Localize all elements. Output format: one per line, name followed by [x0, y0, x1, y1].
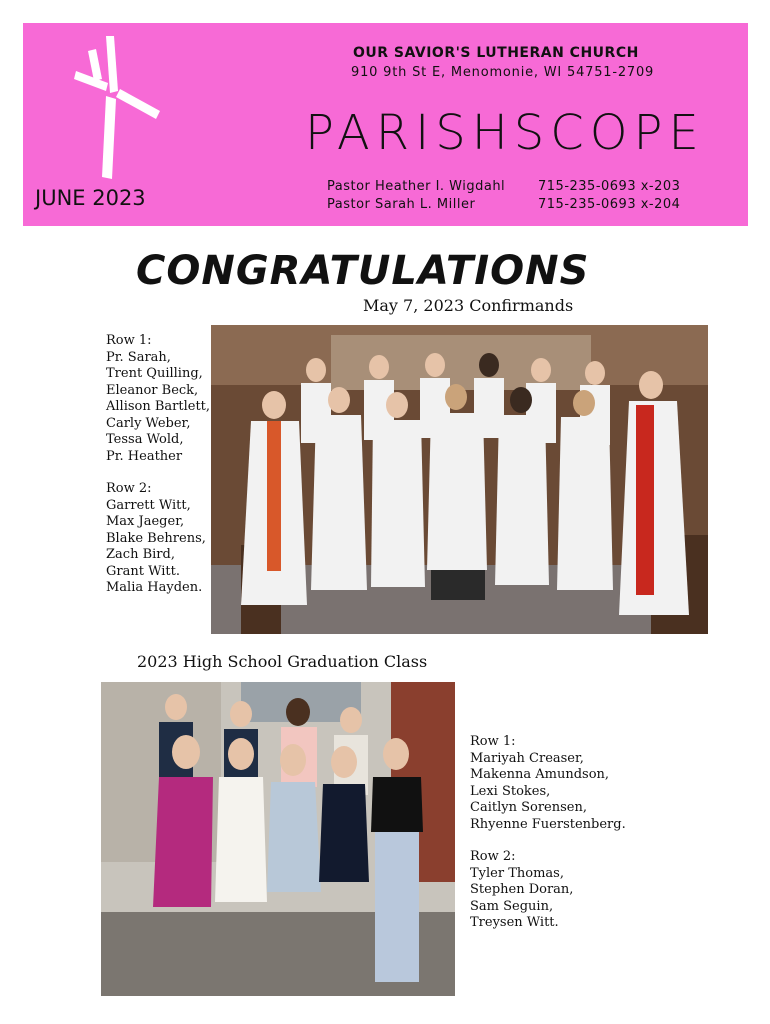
list-item: Mariyah Creaser,: [470, 750, 584, 766]
list-item: Blake Behrens,: [106, 530, 206, 546]
pastor-phone: 715-235-0693 x-204: [538, 197, 681, 212]
pastor-name: Pastor Sarah L. Miller: [327, 197, 476, 212]
row-label: Row 2:: [106, 481, 152, 496]
list-item: Allison Bartlett,: [106, 399, 211, 414]
list-item: Trent Quilling,: [106, 366, 203, 381]
congratulations-heading: CONGRATULATIONS: [136, 248, 590, 294]
church-name: OUR SAVIOR'S LUTHERAN CHURCH: [353, 45, 639, 61]
issue-date: JUNE 2023: [35, 186, 146, 210]
list-item: Rhyenne Fuerstenberg.: [470, 816, 626, 832]
row-label: Row 1:: [106, 333, 152, 348]
list-item: Max Jaeger,: [106, 514, 185, 529]
list-item: Carly Weber,: [106, 415, 191, 431]
cross-icon: [68, 31, 168, 181]
list-item: Garrett Witt,: [106, 497, 191, 513]
list-item: Stephen Doran,: [470, 882, 574, 897]
confirmation-caption: May 7, 2023 Confirmands: [363, 296, 574, 315]
list-item: Sam Seguin,: [470, 898, 554, 914]
list-item: Malia Hayden.: [106, 580, 203, 595]
list-item: Lexi Stokes,: [470, 783, 551, 799]
newsletter-title: PARISHSCOPE: [305, 105, 705, 161]
list-item: Pr. Heather: [106, 448, 183, 464]
pastor-phone: 715-235-0693 x-203: [538, 179, 681, 194]
list-item: Treysen Witt.: [470, 915, 559, 930]
list-item: Pr. Sarah,: [106, 349, 171, 365]
list-item: Caitlyn Sorensen,: [470, 800, 587, 815]
row-label: Row 1:: [470, 734, 516, 749]
row-label: Row 2:: [470, 849, 516, 864]
graduation-photo: [101, 682, 455, 996]
list-item: Grant Witt.: [106, 563, 180, 579]
newsletter-header: [23, 23, 748, 226]
list-item: Eleanor Beck,: [106, 382, 199, 398]
graduation-names: [470, 734, 626, 932]
pastor-name: Pastor Heather I. Wigdahl: [327, 179, 506, 194]
list-item: Makenna Amundson,: [470, 767, 610, 782]
list-item: Tyler Thomas,: [470, 865, 564, 881]
church-address: 910 9th St E, Menomonie, WI 54751-2709: [351, 65, 655, 80]
confirmation-photo: [211, 325, 708, 634]
graduation-caption: 2023 High School Graduation Class: [137, 652, 428, 671]
list-item: Tessa Wold,: [106, 432, 184, 447]
list-item: Zach Bird,: [106, 547, 175, 562]
confirmation-names: [106, 333, 210, 597]
